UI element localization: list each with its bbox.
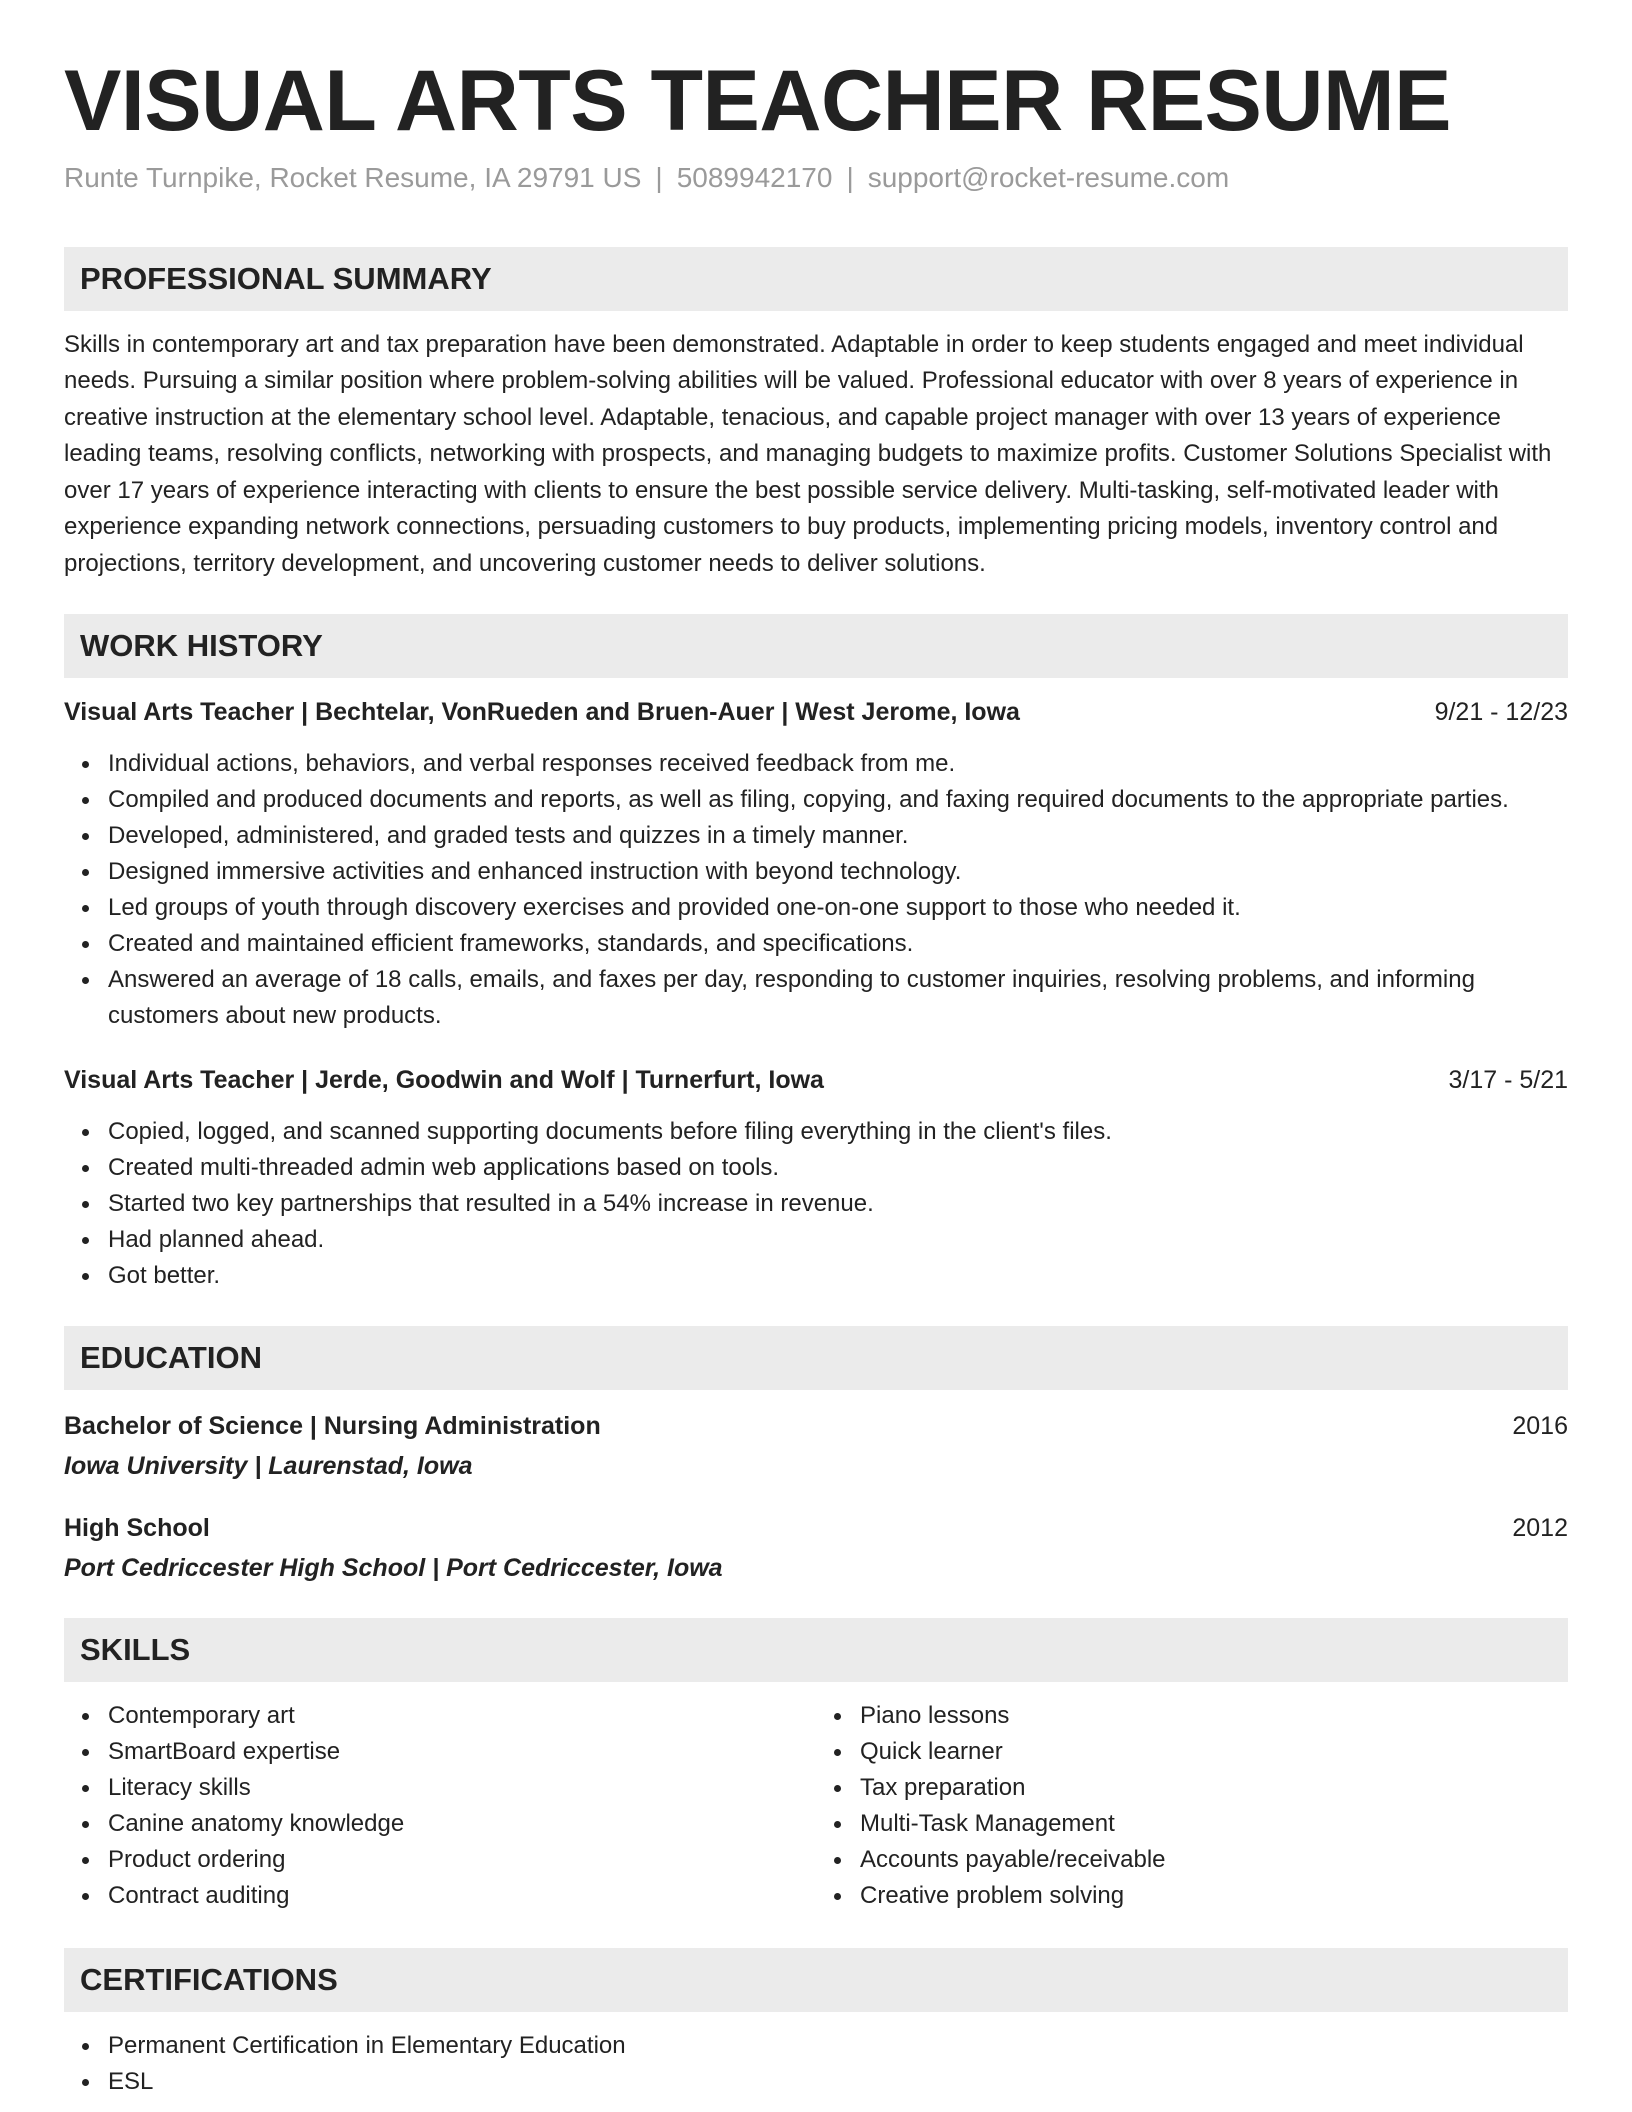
certification-item: ESL xyxy=(64,2064,1568,2100)
skill-item: Accounts payable/receivable xyxy=(816,1842,1568,1878)
skills-grid xyxy=(64,1698,1568,1914)
skill-item: Piano lessons xyxy=(816,1698,1568,1734)
job-title: Visual Arts Teacher | Jerde, Goodwin and Wolf | Turnerfurt, Iowa xyxy=(64,1066,824,1095)
job-dates: 3/17 - 5/21 xyxy=(1448,1066,1568,1095)
skill-item: Creative problem solving xyxy=(816,1878,1568,1914)
skill-item: Canine anatomy knowledge xyxy=(64,1806,816,1842)
education-degree: High School xyxy=(64,1514,210,1543)
contact-separator: | xyxy=(655,162,663,194)
job-bullets xyxy=(64,746,1568,1034)
summary-text: Skills in contemporary art and tax preparation have been demonstrated. Adaptable in order to keep students engaged and meet individual needs. Pursuing a similar position where problem-solving abilities will be valued. Professional educator with over 8 years of experience in creative instruction at the elementary school level. Adaptable, tenacious, and capable project manager with over 13 years of experience leading teams, resolving conflicts, networking with prospects, and managing budgets to maximize profits. Customer Solutions Specialist with over 17 years of experience interacting with clients to ensure the best possible service delivery. Multi-tasking, self-motivated leader with experience expanding network connections, persuading customers to buy products, implementing pricing models, inventory control and projections, territory development, and uncovering customer needs to deliver solutions. xyxy=(64,330,1552,577)
job-bullet: Compiled and produced documents and reports, as well as filing, copying, and faxing required documents to the appropriate parties. xyxy=(64,782,1568,818)
education-school: Port Cedriccester High School | Port Cedriccester, Iowa xyxy=(64,1554,723,1583)
contact-separator: | xyxy=(846,162,854,194)
work-history-heading: WORK HISTORY xyxy=(64,614,1568,678)
skills-list-left xyxy=(64,1698,816,1914)
job-bullet: Created multi-threaded admin web applications based on tools. xyxy=(64,1150,1568,1186)
job-bullet: Started two key partnerships that resulted in a 54% increase in revenue. xyxy=(64,1186,1568,1222)
skill-item: Contract auditing xyxy=(64,1878,816,1914)
education-section xyxy=(64,1326,1568,1586)
job-entry xyxy=(64,1062,1568,1294)
education-header xyxy=(64,1510,1568,1546)
job-bullet: Developed, administered, and graded tests and quizzes in a timely manner. xyxy=(64,818,1568,854)
job-bullets xyxy=(64,1114,1568,1294)
work-history-section xyxy=(64,614,1568,1294)
job-bullet: Led groups of youth through discovery exercises and provided one-on-one support to those who needed it. xyxy=(64,890,1568,926)
contact-email: support@rocket-resume.com xyxy=(867,162,1230,194)
education-entry xyxy=(64,1408,1568,1484)
job-bullet: Got better. xyxy=(64,1258,1568,1294)
certifications-section xyxy=(64,1948,1568,2100)
job-bullet: Had planned ahead. xyxy=(64,1222,1568,1258)
skill-item: SmartBoard expertise xyxy=(64,1734,816,1770)
job-dates: 9/21 - 12/23 xyxy=(1434,698,1568,727)
education-entry xyxy=(64,1510,1568,1586)
job-header xyxy=(64,694,1568,730)
skills-list-right xyxy=(816,1698,1568,1914)
certification-item: Permanent Certification in Elementary Education xyxy=(64,2028,1568,2064)
skill-item: Product ordering xyxy=(64,1842,816,1878)
education-year: 2012 xyxy=(1512,1514,1568,1543)
job-bullet: Answered an average of 18 calls, emails, and faxes per day, responding to customer inquiries, resolving problems, and informing customers about new products. xyxy=(64,962,1568,1034)
skills-section xyxy=(64,1618,1568,1914)
job-bullet: Individual actions, behaviors, and verbal responses received feedback from me. xyxy=(64,746,1568,782)
skill-item: Quick learner xyxy=(816,1734,1568,1770)
job-bullet: Designed immersive activities and enhanced instruction with beyond technology. xyxy=(64,854,1568,890)
certifications-heading: CERTIFICATIONS xyxy=(64,1948,1568,2012)
skill-item: Contemporary art xyxy=(64,1698,816,1734)
contact-line xyxy=(64,160,1568,196)
education-degree: Bachelor of Science | Nursing Administration xyxy=(64,1412,601,1441)
skill-item: Tax preparation xyxy=(816,1770,1568,1806)
summary-heading: PROFESSIONAL SUMMARY xyxy=(64,247,1568,311)
education-school: Iowa University | Laurenstad, Iowa xyxy=(64,1452,473,1481)
education-heading: EDUCATION xyxy=(64,1326,1568,1390)
skill-item: Multi-Task Management xyxy=(816,1806,1568,1842)
skills-column-right xyxy=(816,1698,1568,1914)
job-bullet: Copied, logged, and scanned supporting documents before filing everything in the client's files. xyxy=(64,1114,1568,1150)
contact-address: Runte Turnpike, Rocket Resume, IA 29791 US xyxy=(64,162,642,194)
job-bullet: Created and maintained efficient frameworks, standards, and specifications. xyxy=(64,926,1568,962)
certifications-list xyxy=(64,2028,1568,2100)
skills-heading: SKILLS xyxy=(64,1618,1568,1682)
education-header xyxy=(64,1408,1568,1444)
job-header xyxy=(64,1062,1568,1098)
contact-phone: 5089942170 xyxy=(676,162,833,194)
job-entry xyxy=(64,694,1568,1034)
job-title: Visual Arts Teacher | Bechtelar, VonRueden and Bruen-Auer | West Jerome, Iowa xyxy=(64,698,1020,727)
summary-section xyxy=(64,247,1568,583)
skills-column-left xyxy=(64,1698,816,1914)
resume-title: VISUAL ARTS TEACHER RESUME xyxy=(64,53,1452,149)
education-year: 2016 xyxy=(1512,1412,1568,1441)
skill-item: Literacy skills xyxy=(64,1770,816,1806)
